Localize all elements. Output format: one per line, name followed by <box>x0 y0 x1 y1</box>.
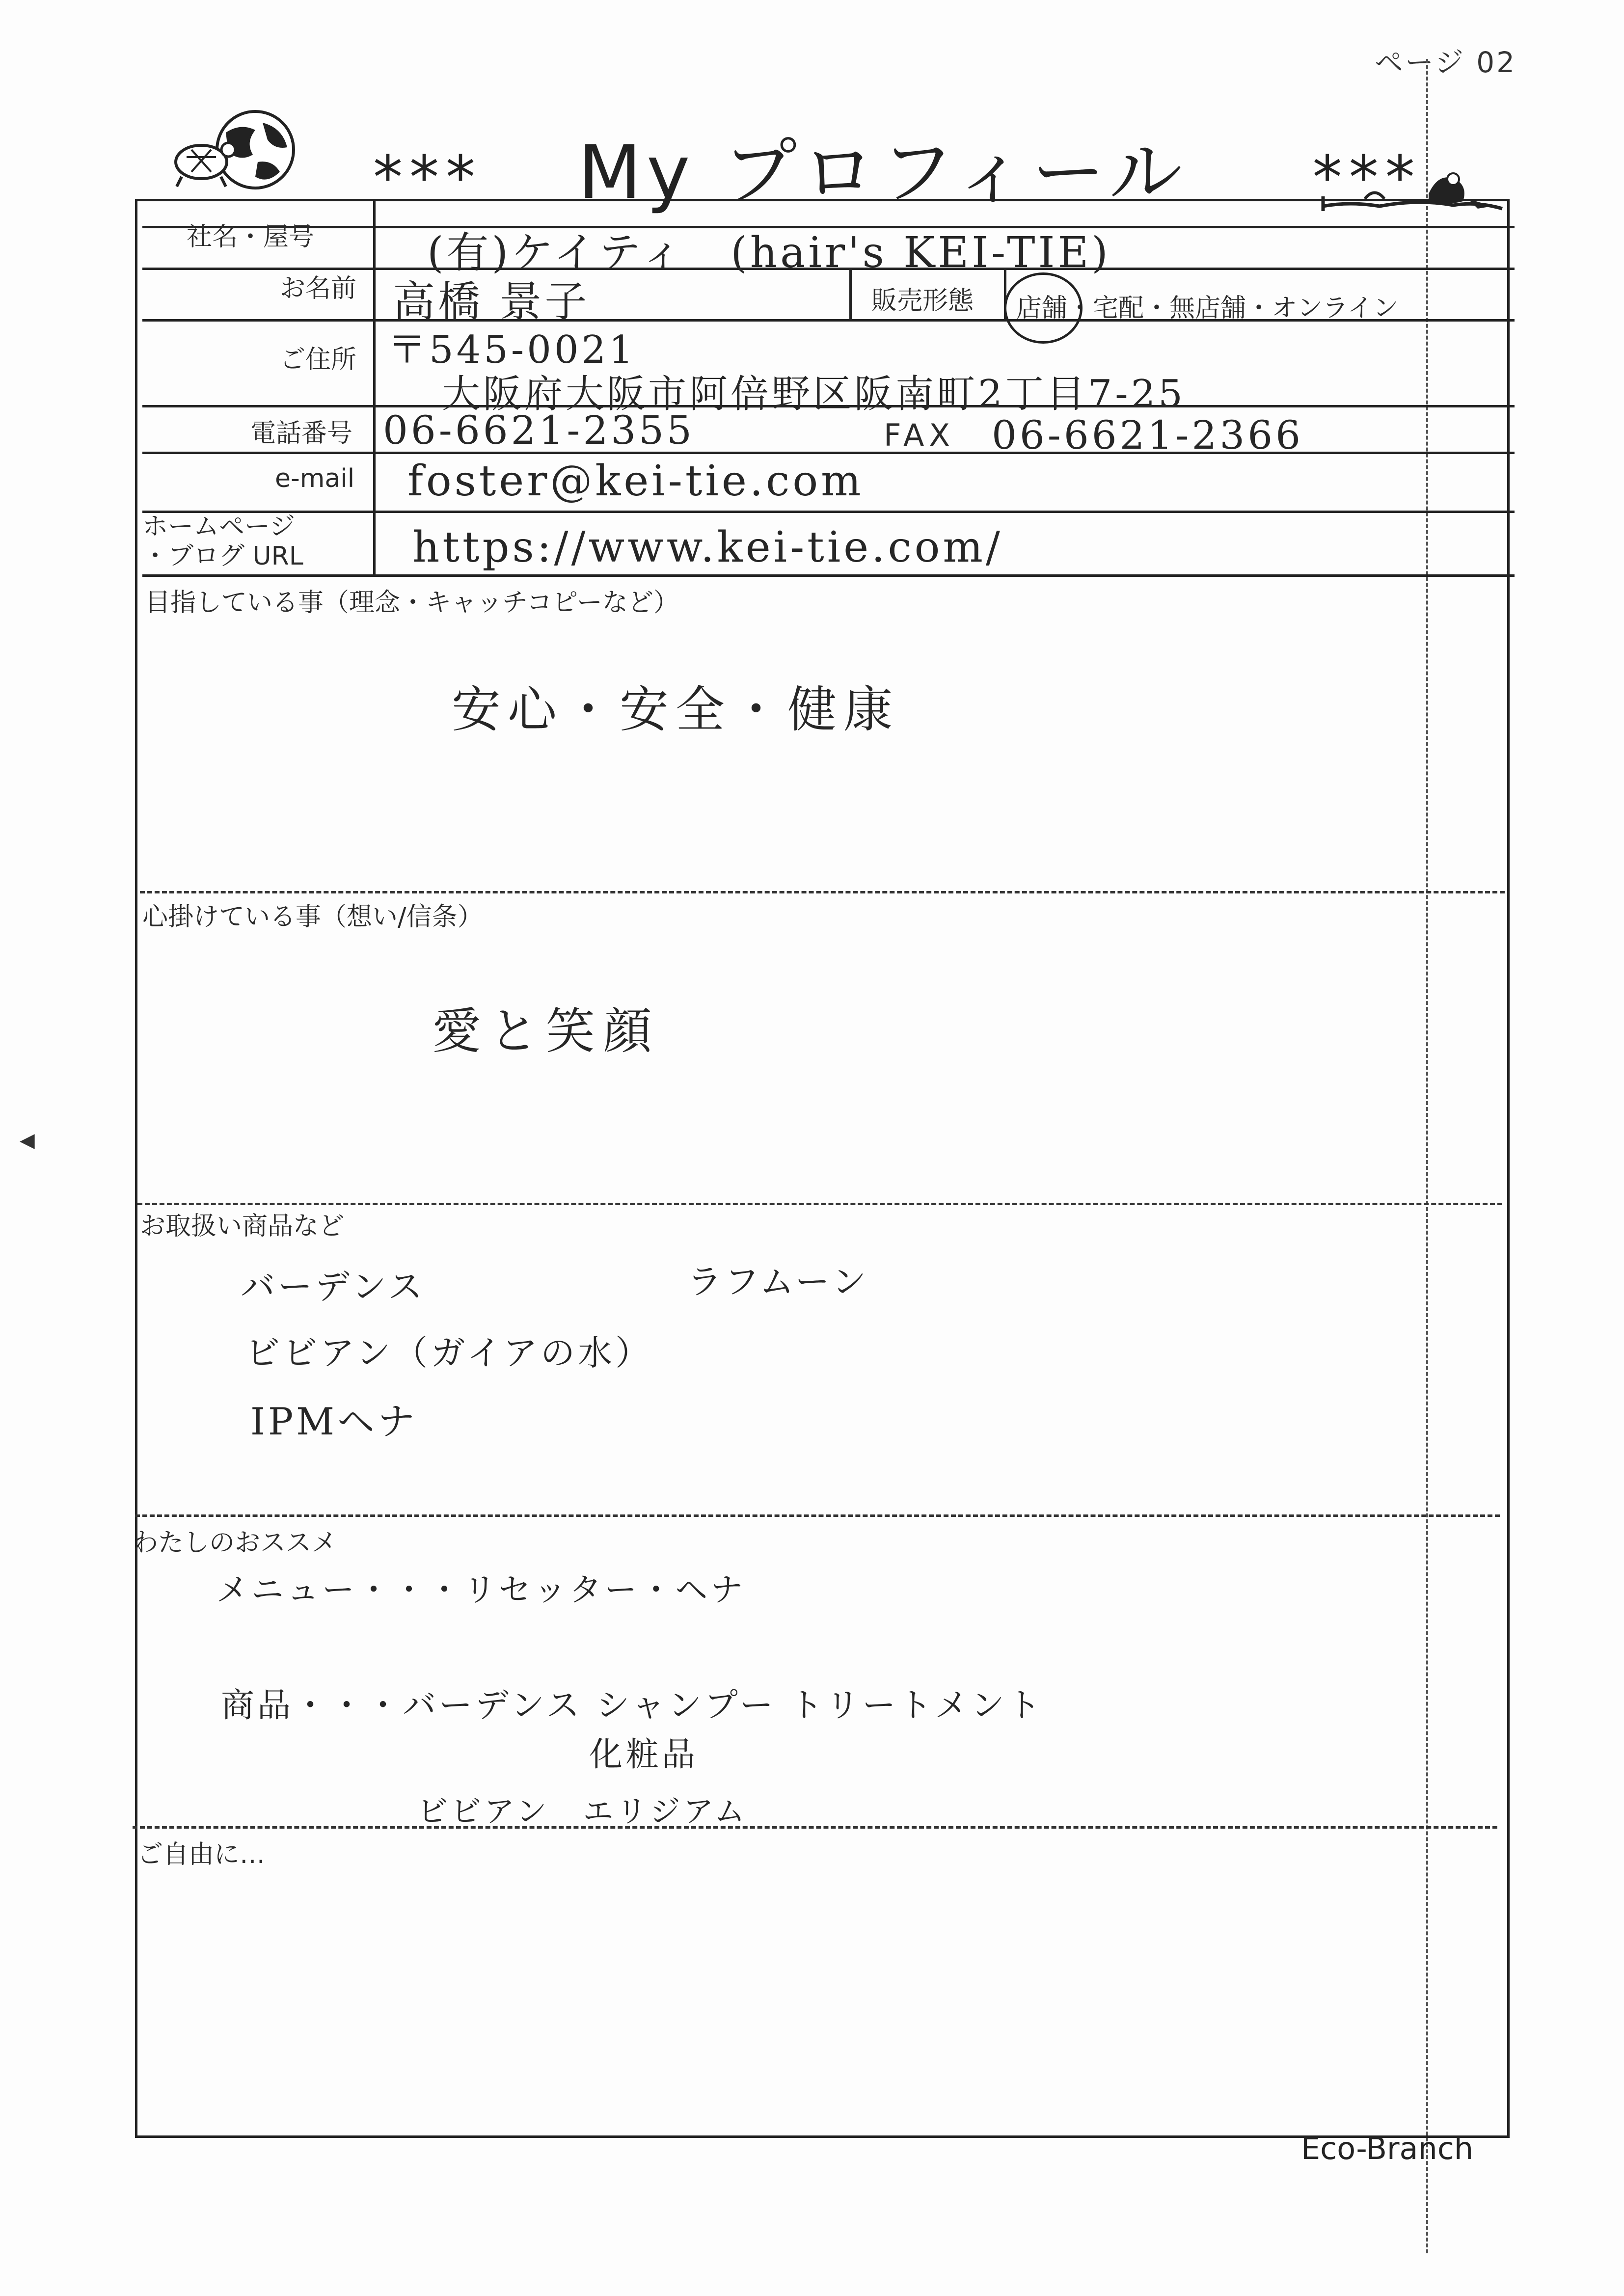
products-item: ビビアン（ガイアの水） <box>245 1333 652 1373</box>
sales-form-label: 販売形態 <box>871 286 974 316</box>
phone-value: 06-6621-2355 <box>383 407 695 453</box>
recommend-label: わたしのおススメ <box>133 1528 337 1558</box>
mindset-value: 愛と笑顔 <box>432 1002 660 1060</box>
sales-form-option-delivery: 宅配 <box>1093 294 1144 323</box>
email-label: e-mail <box>275 464 355 493</box>
address-postal: 〒545-0021 <box>388 328 636 372</box>
name-value: 高橋 景子 <box>393 277 590 326</box>
title-text: My プロフィール <box>578 130 1188 216</box>
sales-form-option-store: 店舗 <box>1016 294 1068 323</box>
name-label: お名前 <box>280 274 357 303</box>
homepage-value: https://www.kei-tie.com/ <box>412 523 1003 572</box>
address-label: ご住所 <box>280 345 357 375</box>
products-item: ラフムーン <box>687 1262 869 1302</box>
footer-brand: Eco-Branch <box>1301 2131 1474 2166</box>
address-line: 大阪府大阪市阿倍野区阪南町2丁目7-25 <box>442 372 1186 416</box>
products-label: お取扱い商品など <box>140 1212 345 1241</box>
sales-form-options: 店舗・宅配・無店舗・オンライン <box>1016 294 1399 323</box>
fax-label: FAX <box>884 417 955 453</box>
goals-label: 目指している事（理念・キャッチコピーなど） <box>145 588 679 618</box>
recommend-goods-line3: ビビアン エリジアム <box>417 1793 748 1829</box>
company-label: 社名・屋号 <box>187 222 315 252</box>
mindset-label: 心掛けている事（想い/信条） <box>142 902 483 932</box>
selected-option-circle <box>1004 272 1083 344</box>
recommend-goods-line2: 化粧品 <box>589 1735 699 1774</box>
sales-form-option-no-store: 無店舗 <box>1169 294 1246 323</box>
title-stars-right: *** <box>1312 144 1422 212</box>
margin-marker-icon: ◀ <box>20 1129 35 1152</box>
sales-form-option-online: オンライン <box>1272 294 1399 323</box>
phone-label: 電話番号 <box>250 419 353 448</box>
page-number: ページ 02 <box>1375 46 1517 79</box>
goals-value: 安心・安全・健康 <box>452 681 899 738</box>
products-item: バーデンス <box>241 1267 426 1307</box>
title-stars-left: *** <box>373 144 482 212</box>
email-value: foster@kei-tie.com <box>407 457 864 506</box>
homepage-label-line2: ・ブログ URL <box>142 541 303 571</box>
recommend-menu: メニュー・・・リセッター・ヘナ <box>216 1571 746 1609</box>
free-comment-label: ご自由に… <box>137 1840 266 1869</box>
company-value: (有)ケイティ (hair's KEI-TIE) <box>427 228 1111 277</box>
products-item: IPMヘナ <box>250 1400 418 1443</box>
homepage-label-line1: ホームページ <box>142 512 295 541</box>
fax-value: 06-6621-2366 <box>992 412 1304 458</box>
turtle-globe-logo <box>172 103 299 196</box>
recommend-goods: 商品・・・バーデンス シャンプー トリートメント <box>221 1686 1044 1725</box>
